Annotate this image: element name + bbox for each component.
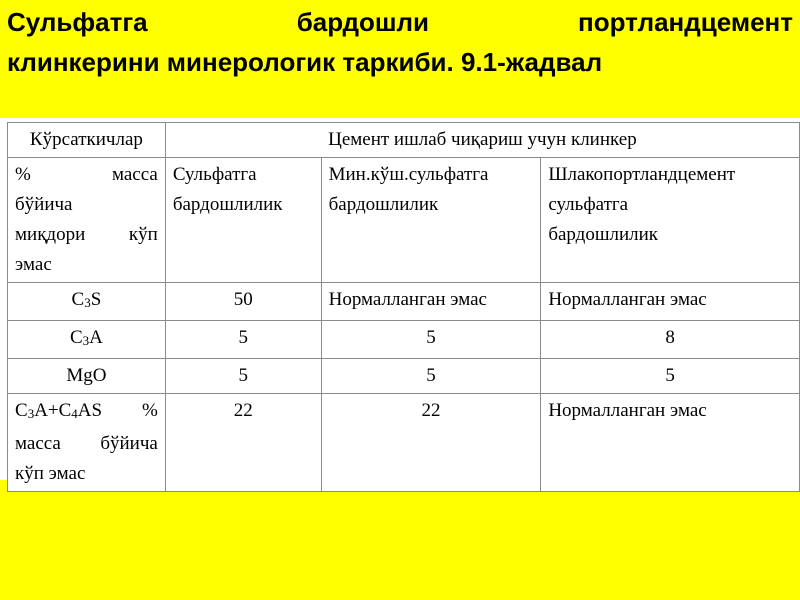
col-header-percent: % масса бўйича миқдори кўп эмас <box>8 158 166 283</box>
row-label: $C_3S$ <box>8 283 166 321</box>
col-header-indicators: Кўрсаткичлар <box>8 123 166 158</box>
subheader-slag-cement: Шлакопортландцемент сульфатга бардошлилик <box>541 158 800 283</box>
cell-value: 5 <box>541 359 800 394</box>
cell-value: Нормалланган эмас <box>541 283 800 321</box>
subheader-sulfate-resistance: Сульфатга бардошлилик <box>165 158 321 283</box>
page-title <box>7 2 793 82</box>
cell-value: Нормалланган эмас <box>321 283 541 321</box>
table-row <box>8 321 800 359</box>
table-header-row <box>8 123 800 158</box>
table-row <box>8 394 800 492</box>
cell-value: 50 <box>165 283 321 321</box>
composition-table <box>7 122 800 492</box>
cell-value: 5 <box>165 359 321 394</box>
title-line-2: клинкерини минерологик таркиби. 9.1-жадвал <box>7 47 603 77</box>
title-word-1: Сульфатга <box>7 7 148 37</box>
cell-value: 5 <box>321 359 541 394</box>
row-label: MgO <box>8 359 166 394</box>
cell-value: 5 <box>321 321 541 359</box>
cell-value: 8 <box>541 321 800 359</box>
table-row <box>8 359 800 394</box>
row-label: $C_3A$ <box>8 321 166 359</box>
title-word-2: бардошли <box>296 7 429 37</box>
table-row <box>8 283 800 321</box>
title-line-1 <box>7 2 793 42</box>
group-header: Цемент ишлаб чиқариш учун клинкер <box>165 123 799 158</box>
cell-value: 5 <box>165 321 321 359</box>
row-label: $C_3A+C_4AS$ % масса бўйича кўп эмас <box>8 394 166 492</box>
title-word-3: портландцемент <box>578 7 793 37</box>
cell-value: Нормалланган эмас <box>541 394 800 492</box>
cell-value: 22 <box>321 394 541 492</box>
table-subheader-row <box>8 158 800 283</box>
subheader-min-sulfate: Мин.кўш.сульфатга бардошлилик <box>321 158 541 283</box>
cell-value: 22 <box>165 394 321 492</box>
